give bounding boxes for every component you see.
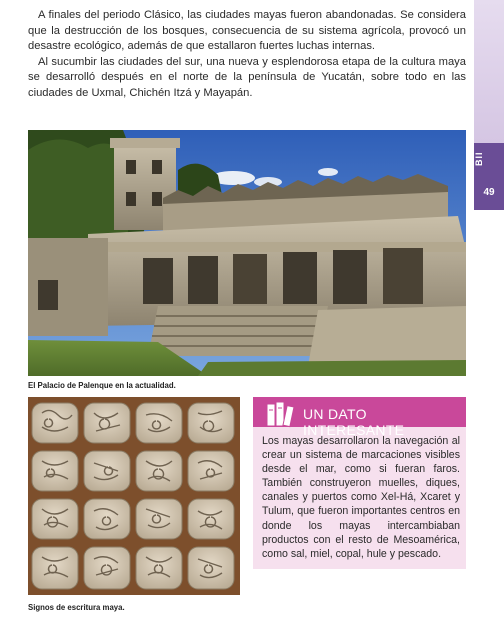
glyph-caption: Signos de escritura maya.: [28, 603, 125, 612]
glyph-image: [28, 397, 240, 595]
side-tab: [474, 0, 504, 210]
palace-caption: El Palacio de Palenque en la actualidad.: [28, 381, 176, 390]
dato-body: Los mayas desarrollaron la navegación al crear un sistema de marcaciones visibles desde el mar, como si fueran faros. También construyeron muelles, diques, canales y puertos como Xel-Há, Xcaret y Tulum, que fueron importantes centros en donde los mayas intercambiaban productos con el resto de Mesoamérica, como sal, miel, copal, hule y pescado.: [262, 435, 460, 560]
paragraph-2: Al sucumbir las ciudades del sur, una nueva y esplendorosa etapa de la cultura maya se desarrolló después en el norte de la península de Yucatán, sobre todo en las ciudades de Uxmal, Chichén Itzá y Mayapán.: [28, 55, 466, 99]
dato-interesante-box: [253, 397, 466, 569]
palace-photo: [28, 130, 466, 376]
side-tab-top: [474, 0, 504, 143]
palace-image: [28, 130, 466, 376]
books-icon: [265, 400, 299, 428]
dato-title: UN DATO INTERESANTE: [303, 406, 405, 438]
paragraph-1: A finales del periodo Clásico, las ciudades mayas fueron abandonadas. Se considera que la destrucción de los bosques, consecuencia de su sistema agrícola, provocó un desastre ecológico, además de que estallaron fuertes luchas internas.: [28, 9, 466, 53]
body-text: [28, 8, 466, 102]
glyph-photo: [28, 397, 240, 595]
block-label: BII: [474, 151, 484, 167]
page-number: 49: [483, 187, 495, 198]
